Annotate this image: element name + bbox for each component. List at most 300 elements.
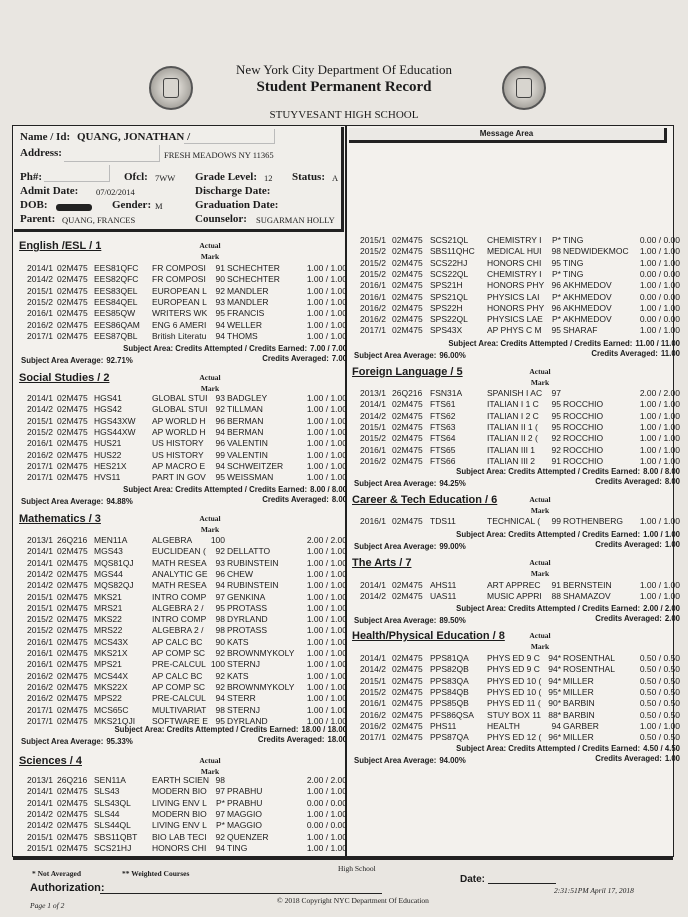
- course-code: PPS82QB: [430, 664, 469, 675]
- credits: 1.00 / 1.00: [306, 557, 347, 568]
- term: 2014/2: [360, 591, 386, 602]
- average-value: 94.00%: [439, 756, 466, 765]
- term: 2015/1: [27, 415, 53, 426]
- credits-label: Subject Area: Credits Attempted / Credits Earned:: [123, 485, 308, 494]
- term: 2014/2: [27, 404, 53, 415]
- school-code: 02M475: [392, 664, 423, 675]
- term: 2016/1: [360, 444, 386, 455]
- date-label: Date:: [460, 874, 486, 885]
- credits: 1.00 / 1.00: [639, 516, 680, 526]
- term: 2016/2: [360, 314, 386, 325]
- mark: 95: [551, 410, 561, 421]
- mark: 93: [215, 296, 225, 307]
- course-code: MKS21X: [94, 648, 128, 658]
- term: 2016/2: [27, 670, 53, 681]
- school-code: 02M475: [57, 546, 88, 557]
- course-code: HGS42: [94, 404, 122, 415]
- credits: 0.50 / 0.50: [639, 664, 680, 675]
- averaged-label: Credits Averaged:: [595, 754, 662, 763]
- mark: 92: [215, 546, 225, 557]
- teacher: BROWNMYKOLY: [227, 648, 295, 658]
- teacher: MILLER: [563, 675, 594, 686]
- mark: 96: [215, 438, 225, 449]
- course-code: FTS62: [430, 410, 456, 421]
- school-code: 02M475: [57, 285, 88, 296]
- teacher: WELLER: [227, 319, 262, 330]
- course-row: [360, 246, 680, 257]
- term: 2016/1: [360, 516, 386, 526]
- credits: 0.00 / 0.00: [306, 797, 347, 808]
- section-title-sciences: Sciences / 4: [19, 755, 82, 767]
- teacher: SCHWEITZER: [227, 460, 284, 471]
- term: 2014/2: [27, 580, 53, 591]
- averaged-label: Credits Averaged:: [595, 614, 662, 623]
- mark: 92: [215, 831, 225, 842]
- credits: 1.00 / 1.00: [306, 591, 347, 602]
- course-row: [360, 314, 680, 325]
- credits: 1.00 / 1.00: [639, 399, 680, 410]
- authorization-line[interactable]: [100, 893, 382, 894]
- term: 2014/1: [27, 263, 53, 273]
- term: 2017/1: [27, 330, 53, 341]
- teacher: ROCCHIO: [563, 433, 604, 444]
- course-row: [27, 832, 347, 843]
- teacher: BERMAN: [227, 415, 264, 426]
- course-code: MPS21: [94, 659, 122, 670]
- averaged-value: 8.00: [664, 477, 680, 486]
- name-label: Name / Id:: [20, 131, 71, 143]
- actual-label: Actual: [529, 558, 551, 567]
- credits: 1.00 / 1.00: [306, 625, 347, 636]
- teacher: TING: [227, 842, 248, 853]
- school-code: 02M475: [57, 472, 88, 483]
- school-code: 02M475: [57, 415, 88, 426]
- authorization-label: Authorization:: [30, 882, 105, 894]
- school-code: 02M475: [57, 648, 88, 658]
- course-title: ANALYTIC GE: [152, 568, 208, 579]
- averaged-label: Credits Averaged:: [595, 477, 662, 486]
- mark: 97: [215, 591, 225, 602]
- credits: 1.00 / 1.00: [306, 415, 347, 426]
- credits-summary: [448, 339, 680, 348]
- course-title: EUROPEAN L: [152, 296, 207, 307]
- term: 2014/1: [360, 399, 386, 410]
- mark: 93: [215, 393, 225, 403]
- teacher: AKHMEDOV: [563, 314, 612, 325]
- teacher: ROCCHIO: [563, 444, 604, 455]
- course-code: MQS81QJ: [94, 557, 134, 568]
- student-name: QUANG, JONATHAN /: [77, 131, 191, 143]
- teacher: GENKINA: [227, 591, 266, 602]
- course-row: [360, 580, 680, 591]
- course-code: SPS21QL: [430, 291, 468, 302]
- credits-summary: [123, 344, 347, 353]
- credits: 1.00 / 1.00: [306, 546, 347, 557]
- teacher: RUBINSTEIN: [227, 580, 279, 591]
- credits: 1.00 / 1.00: [639, 591, 680, 602]
- mark-label: Mark: [200, 252, 220, 261]
- course-title: MEDICAL HUI: [487, 246, 542, 257]
- credits-summary: [114, 725, 347, 734]
- mark: 100: [210, 659, 225, 670]
- credits: 1.00 / 1.00: [306, 568, 347, 579]
- term: 2015/2: [27, 625, 53, 636]
- mark: 94: [215, 460, 225, 471]
- term: 2014/2: [27, 568, 53, 579]
- ofcl-value: 7WW: [155, 173, 176, 183]
- mark-label: Mark: [530, 506, 550, 515]
- course-title: ITALIAN III 1: [487, 444, 536, 455]
- course-code: HES21X: [94, 460, 127, 471]
- mark: 99: [215, 449, 225, 460]
- discharge-label: Discharge Date:: [195, 185, 271, 197]
- address-value: FRESH MEADOWS NY 11365: [164, 150, 274, 160]
- credits: 1.00 / 1.00: [306, 330, 347, 341]
- term: 2015/1: [27, 831, 53, 842]
- course-title: ALGEBRA 2 /: [152, 625, 204, 636]
- credits: 0.50 / 0.50: [639, 686, 680, 697]
- teacher: BROWNMYKOLY: [227, 681, 295, 692]
- course-title: EUROPEAN L: [152, 285, 207, 296]
- course-row: [360, 721, 680, 732]
- section-title-foreign: Foreign Language / 5: [352, 366, 463, 378]
- course-code: EES83QEL: [94, 285, 138, 296]
- credits: 1.00 / 1.00: [306, 670, 347, 681]
- credits-label: Subject Area: Credits Attempted / Credits Earned:: [123, 344, 308, 353]
- teacher: GARBER: [563, 720, 599, 731]
- school-code: 02M475: [57, 557, 88, 568]
- message-area-header: Message Area: [349, 128, 667, 143]
- school-code: 26Q216: [57, 775, 88, 785]
- term: 2013/1: [360, 388, 386, 398]
- school-code: 02M475: [57, 460, 88, 471]
- school-code: 02M475: [392, 444, 423, 455]
- course-row: [27, 416, 347, 427]
- credits: 1.00 / 1.00: [306, 831, 347, 842]
- mark: 92: [551, 444, 561, 455]
- mark: 90*: [548, 698, 561, 709]
- course-title: ITALIAN II 2 (: [487, 433, 538, 444]
- course-code: HGS41: [94, 393, 122, 403]
- term: 2014/1: [360, 580, 386, 590]
- term: 2016/2: [27, 693, 53, 704]
- average-value: 99.00%: [439, 542, 466, 551]
- teacher: VALENTIN: [227, 438, 268, 449]
- course-row: [360, 292, 680, 303]
- credits: 1.00 / 1.00: [639, 280, 680, 291]
- term: 2014/2: [27, 820, 53, 831]
- credits: 1.00 / 1.00: [306, 636, 347, 647]
- term: 2017/1: [360, 732, 386, 743]
- school-code: 02M475: [57, 820, 88, 831]
- credits-summary: [456, 467, 680, 476]
- course-row: [360, 422, 680, 433]
- course-row: [27, 775, 347, 786]
- course-title: PHYS ED 10 (: [487, 675, 542, 686]
- course-title: AP COMP SC: [152, 648, 206, 658]
- mark: 96*: [548, 732, 561, 743]
- teacher: STERNJ: [227, 659, 261, 670]
- school-code: 02M475: [392, 709, 423, 720]
- term: 2014/1: [360, 653, 386, 663]
- mark: 94: [551, 720, 561, 731]
- teacher: DYRLAND: [227, 715, 268, 726]
- course-code: SEN11A: [94, 775, 126, 785]
- school-code: 02M475: [392, 686, 423, 697]
- school-code: 02M475: [57, 625, 88, 636]
- course-row: [27, 614, 347, 625]
- teacher: MANDLER: [227, 285, 269, 296]
- course-title: GLOBAL STUI: [152, 404, 208, 415]
- course-title: HEALTH: [487, 720, 520, 731]
- school-code: 02M475: [57, 393, 88, 403]
- credits-label: Subject Area: Credits Attempted / Credits Earned:: [456, 744, 641, 753]
- course-title: MULTIVARIAT: [152, 704, 207, 715]
- course-row: [27, 320, 347, 331]
- course-title: TECHNICAL (: [487, 516, 541, 526]
- course-title: INTRO COMP: [152, 591, 207, 602]
- course-code: MRS22: [94, 625, 123, 636]
- course-row: [27, 580, 347, 591]
- credits-averaged: [595, 614, 680, 623]
- mark: P*: [552, 268, 561, 279]
- course-code: PHS11: [430, 720, 457, 731]
- course-code: SPS22H: [430, 302, 463, 313]
- mark: 95: [551, 257, 561, 268]
- course-title: US HISTORY: [152, 449, 204, 460]
- credits: 1.00 / 1.00: [639, 580, 680, 590]
- credits: 0.50 / 0.50: [639, 653, 680, 663]
- credits: 1.00 / 1.00: [306, 681, 347, 692]
- credits-summary: [123, 485, 347, 494]
- school-code: 02M475: [57, 296, 88, 307]
- subject-average: [354, 756, 466, 765]
- credits: 1.00 / 1.00: [639, 720, 680, 731]
- teacher: SHAMAZOV: [563, 591, 611, 602]
- school-code: 02M475: [57, 693, 88, 704]
- term: 2015/2: [360, 433, 386, 444]
- credits-summary: [456, 744, 680, 753]
- school-code: 02M475: [392, 732, 423, 743]
- course-code: EES84QEL: [94, 296, 138, 307]
- mark: 98: [215, 775, 225, 785]
- teacher: TILLMAN: [227, 404, 263, 415]
- course-title: British Literatu: [152, 330, 207, 341]
- credits: 1.00 / 1.00: [306, 308, 347, 319]
- average-label: Subject Area Average:: [354, 616, 437, 625]
- course-title: HONORS CHI: [152, 842, 207, 853]
- mark: 95: [215, 472, 225, 483]
- credits: 1.00 / 1.00: [306, 602, 347, 613]
- section-title-arts: The Arts / 7: [352, 557, 412, 569]
- credits: 1.00 / 1.00: [639, 410, 680, 421]
- course-title: HONORS PHY: [487, 280, 545, 291]
- credits-value: 1.00 / 1.00: [643, 530, 680, 539]
- credits: 1.00 / 1.00: [306, 426, 347, 437]
- school-code: 02M475: [57, 580, 88, 591]
- teacher: BADGLEY: [227, 393, 268, 403]
- school-code: 02M475: [57, 591, 88, 602]
- subject-average: [21, 737, 133, 746]
- course-code: SCS21QL: [430, 235, 469, 245]
- course-row: [27, 438, 347, 449]
- section-title-social: Social Studies / 2: [19, 372, 110, 384]
- school-code: 02M475: [57, 449, 88, 460]
- school-code: 02M475: [392, 291, 423, 302]
- course-row: [360, 698, 680, 709]
- term: 2015/1: [27, 842, 53, 853]
- course-code: SPS22QL: [430, 314, 468, 325]
- course-code: SCS21HJ: [94, 842, 132, 853]
- credits: 1.00 / 1.00: [306, 438, 347, 449]
- term: 2014/1: [27, 786, 53, 797]
- averaged-label: Credits Averaged:: [591, 349, 658, 358]
- credits-value: 4.50 / 4.50: [643, 744, 680, 753]
- credits: 1.00 / 1.00: [306, 659, 347, 670]
- course-code: SLS44QL: [94, 820, 131, 831]
- average-label: Subject Area Average:: [354, 756, 437, 765]
- term: 2014/2: [27, 808, 53, 819]
- course-title: ITALIAN II 1 (: [487, 421, 538, 432]
- credits-averaged: [595, 477, 680, 486]
- course-code: TDS11: [430, 516, 456, 526]
- teacher: AKHMEDOV: [563, 291, 612, 302]
- school-code: 02M475: [57, 842, 88, 853]
- course-title: ALGEBRA: [152, 535, 193, 545]
- id-field: [184, 129, 275, 144]
- term: 2013/1: [27, 535, 53, 545]
- mark: 92: [215, 648, 225, 658]
- course-title: PHYS ED 10 (: [487, 686, 542, 697]
- credits-value: 7.00 / 7.00: [310, 344, 347, 353]
- term: 2015/1: [360, 235, 386, 245]
- teacher: ROTHENBERG: [563, 516, 623, 526]
- subject-average: [21, 356, 133, 365]
- credits-averaged: [595, 540, 680, 549]
- term: 2015/2: [360, 268, 386, 279]
- mark: 94: [215, 330, 225, 341]
- teacher: MILLER: [563, 732, 594, 743]
- course-code: SLS43: [94, 786, 120, 797]
- course-code: SCS22HJ: [430, 257, 468, 268]
- status-label: Status:: [292, 171, 326, 183]
- course-row: [27, 263, 347, 274]
- course-title: ALGEBRA 2 /: [152, 602, 204, 613]
- term: 2017/1: [27, 472, 53, 483]
- course-row: [27, 393, 347, 404]
- school-code: 02M475: [57, 426, 88, 437]
- term: 2014/2: [360, 410, 386, 421]
- section-title-math: Mathematics / 3: [19, 513, 101, 525]
- mark: 94: [215, 693, 225, 704]
- school-code: 02M475: [57, 263, 88, 273]
- credits-value: 2.00 / 2.00: [643, 604, 680, 613]
- mark: 90: [215, 274, 225, 285]
- credits-averaged: [258, 735, 347, 744]
- mark: 94: [215, 842, 225, 853]
- school-code: 02M475: [57, 681, 88, 692]
- course-row: [27, 569, 347, 580]
- school-code: 02M475: [392, 235, 423, 245]
- course-title: CHEMISTRY I: [487, 235, 542, 245]
- term: 2014/2: [360, 664, 386, 675]
- teacher: BARBIN: [563, 709, 595, 720]
- credits-value: 8.00 / 8.00: [310, 485, 347, 494]
- credits: 1.00 / 1.00: [639, 444, 680, 455]
- course-row: [27, 286, 347, 297]
- course-code: SBS11QHC: [430, 246, 475, 257]
- term: 2014/2: [27, 274, 53, 285]
- gender-value: M: [155, 201, 163, 211]
- mark: P*: [552, 314, 561, 325]
- school-code: 02M475: [392, 421, 423, 432]
- credits-value: 11.00 / 11.00: [635, 339, 680, 348]
- average-value: 89.50%: [439, 616, 466, 625]
- course-title: LIVING ENV L: [152, 797, 207, 808]
- course-code: MGS43: [94, 546, 123, 557]
- course-title: INTRO COMP: [152, 614, 207, 625]
- course-title: AP MACRO E: [152, 460, 206, 471]
- course-row: [360, 325, 680, 336]
- mark-label: Mark: [530, 378, 550, 387]
- credits-value: 8.00 / 8.00: [643, 467, 680, 476]
- grade-label: Grade Level:: [195, 171, 258, 183]
- term: 2014/1: [27, 557, 53, 568]
- averaged-label: Credits Averaged:: [595, 540, 662, 549]
- mark: 96: [215, 568, 225, 579]
- mark: 95: [215, 602, 225, 613]
- term: 2017/1: [27, 704, 53, 715]
- term: 2017/1: [27, 715, 53, 726]
- course-title: US HISTORY: [152, 438, 204, 449]
- subject-average: [354, 479, 466, 488]
- date-line[interactable]: [488, 883, 556, 884]
- course-row: [27, 798, 347, 809]
- school-code: 02M475: [57, 797, 88, 808]
- school-code: 02M475: [392, 433, 423, 444]
- credits: 1.00 / 1.00: [306, 693, 347, 704]
- term: 2016/1: [27, 636, 53, 647]
- course-title: AP CALC BC: [152, 636, 203, 647]
- school-code: 02M475: [57, 614, 88, 625]
- mark: 98: [215, 625, 225, 636]
- weighted-note: ** Weighted Courses: [122, 869, 190, 878]
- school-code: 02M475: [392, 314, 423, 325]
- mark: 92: [215, 681, 225, 692]
- school-code: 02M475: [57, 330, 88, 341]
- mark: 88*: [548, 709, 561, 720]
- teacher: MANDLER: [227, 296, 269, 307]
- teacher: THOMS: [227, 330, 258, 341]
- course-code: HGS43XW: [94, 415, 136, 426]
- not-averaged-note: * Not Averaged: [32, 869, 82, 878]
- credits: 0.50 / 0.50: [639, 698, 680, 709]
- course-code: PPS84QB: [430, 686, 469, 697]
- mark: 96: [551, 280, 561, 291]
- phone-field: [44, 165, 110, 182]
- teacher: MILLER: [563, 686, 594, 697]
- course-title: ENG 6 AMERI: [152, 319, 207, 330]
- mark: 98: [215, 614, 225, 625]
- averaged-value: 18.00: [327, 735, 347, 744]
- actual-label: Actual: [529, 631, 551, 640]
- course-title: SPANISH I AC: [487, 388, 543, 398]
- course-row: [27, 705, 347, 716]
- course-code: MKS21QJI: [94, 715, 136, 726]
- credits: 1.00 / 1.00: [306, 704, 347, 715]
- teacher: TING: [563, 257, 584, 268]
- document-title: Student Permanent Record: [256, 79, 432, 95]
